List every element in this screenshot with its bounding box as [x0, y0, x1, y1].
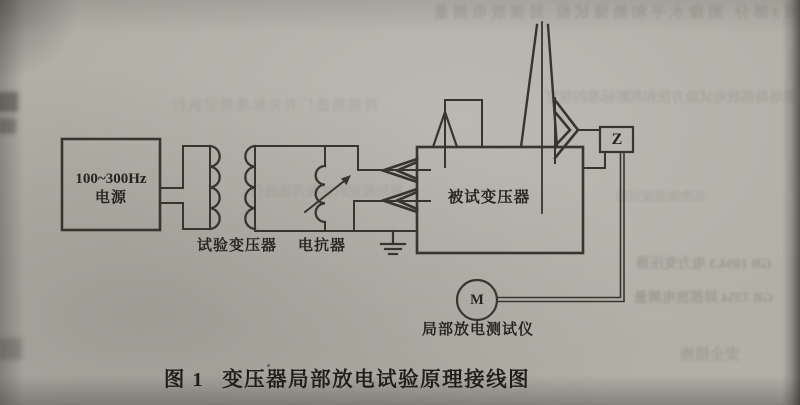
power-source-label-line1: 100~300Hz: [75, 171, 147, 187]
bleedthrough-text: 其绝缘强度试验: [615, 189, 707, 204]
bleedthrough-text: 第3部分 绝缘水平和绝缘试验 局部放电测量: [430, 5, 800, 21]
hv-bushing-icon: [521, 22, 557, 213]
figure-title: 变压器局部放电试验原理接线图: [222, 369, 531, 391]
power-source-label-line2: 电源: [94, 190, 128, 206]
impedance-label: Z: [611, 131, 623, 148]
impedance-box: [583, 127, 633, 168]
bleedthrough-text: 规程规定的试验方法进行: [250, 185, 404, 200]
detector-label: 局部放电测试仪: [421, 322, 535, 338]
figure-caption: [164, 368, 530, 393]
reactor-symbol: [305, 146, 351, 231]
reactor-label: 电抗器: [297, 238, 347, 254]
ground-icon: [381, 231, 405, 254]
small-bushing-icon: [433, 100, 482, 167]
bleedthrough-text: 现场局部放电试验方法和判断标准的规定: [545, 91, 797, 106]
bleedthrough-text: 按照制造厂有关标准规定执行: [170, 99, 378, 114]
figure-number: 图 1: [163, 369, 205, 391]
meter-label: M: [470, 292, 484, 308]
measurement-cable: [497, 152, 624, 302]
hv-loop-wires: [255, 146, 430, 231]
test-transformer-label: 试验变压器: [196, 238, 278, 254]
bleedthrough-text: GB 1094.3 电力变压器: [636, 257, 772, 272]
bleedthrough-text: GB 7354 局部放电测量: [634, 291, 774, 306]
test-object-label: 被试变压器: [447, 189, 531, 206]
bleedthrough-text: 安全措施: [680, 347, 741, 363]
bushing-tap-icon: [555, 98, 600, 163]
primary-feed-wires: [160, 146, 210, 229]
test-transformer-symbol: [210, 146, 255, 229]
